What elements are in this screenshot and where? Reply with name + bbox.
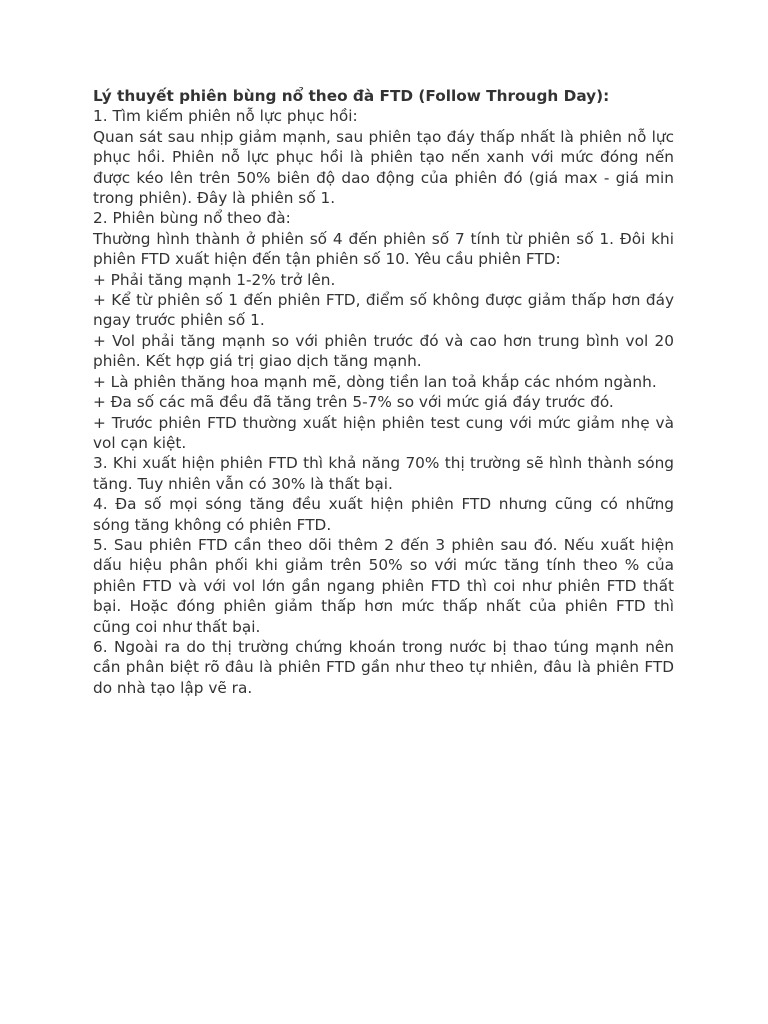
section-1-heading bbox=[93, 106, 674, 126]
point-3 bbox=[93, 453, 674, 494]
text-line: + Trước phiên FTD thường xuất hiện phiên test cung với mức giảm nhẹ và bbox=[93, 413, 674, 432]
section-1-body bbox=[93, 127, 674, 209]
text-line: dấu hiệu phân phối khi giảm trên 50% so với mức tăng tính theo % của bbox=[93, 556, 674, 575]
text-line: + Đa số các mã đều đã tăng trên 5-7% so với mức giá đáy trước đó. bbox=[93, 393, 614, 412]
text-line: bại. Hoặc đóng phiên giảm thấp hơn mức thấp nhất của phiên FTD thì bbox=[93, 597, 674, 616]
point-5 bbox=[93, 535, 674, 637]
text-line: + Kể từ phiên số 1 đến phiên FTD, điểm số không được giảm thấp hơn đáy bbox=[93, 291, 674, 310]
text-line: 5. Sau phiên FTD cần theo dõi thêm 2 đến 3 phiên sau đó. Nếu xuất hiện bbox=[93, 535, 674, 554]
text-line: 6. Ngoài ra do thị trường chứng khoán trong nước bị thao túng mạnh nên bbox=[93, 637, 674, 656]
section-2-heading bbox=[93, 208, 674, 228]
text-line: Quan sát sau nhịp giảm mạnh, sau phiên tạo đáy thấp nhất là phiên nỗ lực bbox=[93, 127, 674, 146]
text-line: do nhà tạo lập vẽ ra. bbox=[93, 678, 253, 697]
text-line: được kéo lên trên 50% biên độ dao động của phiên đó (giá max - giá min bbox=[93, 168, 674, 187]
text-line: ngay trước phiên số 1. bbox=[93, 311, 265, 330]
text-line: 4. Đa số mọi sóng tăng đều xuất hiện phiên FTD nhưng cũng có những bbox=[93, 495, 674, 514]
requirement-item bbox=[93, 290, 674, 331]
text-line: 3. Khi xuất hiện phiên FTD thì khả năng 70% thị trường sẽ hình thành sóng bbox=[93, 454, 674, 473]
document-title: Lý thuyết phiên bùng nổ theo đà FTD (Follow Through Day): bbox=[93, 87, 610, 105]
requirement-item bbox=[93, 372, 674, 392]
requirement-item bbox=[93, 270, 674, 290]
text-line: + Phải tăng mạnh 1-2% trở lên. bbox=[93, 270, 336, 289]
text-line: cần phân biệt rõ đâu là phiên FTD gần như theo tự nhiên, đâu là phiên FTD bbox=[93, 658, 674, 677]
requirement-item bbox=[93, 331, 674, 372]
document-page bbox=[93, 86, 674, 698]
text-line: cũng coi như thất bại. bbox=[93, 617, 261, 636]
text-line: Thường hình thành ở phiên số 4 đến phiên số 7 tính từ phiên số 1. Đôi khi bbox=[93, 229, 674, 248]
point-6 bbox=[93, 637, 674, 698]
text-line: trong phiên). Đây là phiên số 1. bbox=[93, 189, 336, 208]
text-line: phiên FTD xuất hiện đến tận phiên số 10. Yêu cầu phiên FTD: bbox=[93, 250, 561, 269]
text-line: 2. Phiên bùng nổ theo đà: bbox=[93, 209, 291, 228]
point-4 bbox=[93, 494, 674, 535]
text-line: + Là phiên thăng hoa mạnh mẽ, dòng tiền lan toả khắp các nhóm ngành. bbox=[93, 372, 657, 391]
text-line: + Vol phải tăng mạnh so với phiên trước đó và cao hơn trung bình vol 20 bbox=[93, 331, 674, 350]
requirement-item bbox=[93, 392, 674, 412]
requirement-item bbox=[93, 413, 674, 454]
text-line: phiên FTD và với vol lớn gần ngang phiên FTD thì coi như phiên FTD thất bbox=[93, 576, 674, 595]
section-2-intro bbox=[93, 229, 674, 270]
text-line: phục hồi. Phiên nỗ lực phục hồi là phiên tạo nến xanh với mức đóng nến bbox=[93, 148, 674, 167]
text-line: 1. Tìm kiếm phiên nỗ lực phục hồi: bbox=[93, 107, 358, 126]
text-line: vol cạn kiệt. bbox=[93, 433, 187, 452]
text-line: tăng. Tuy nhiên vẫn có 30% là thất bại. bbox=[93, 474, 393, 493]
text-line: phiên. Kết hợp giá trị giao dịch tăng mạnh. bbox=[93, 352, 422, 371]
text-line: sóng tăng không có phiên FTD. bbox=[93, 515, 332, 534]
